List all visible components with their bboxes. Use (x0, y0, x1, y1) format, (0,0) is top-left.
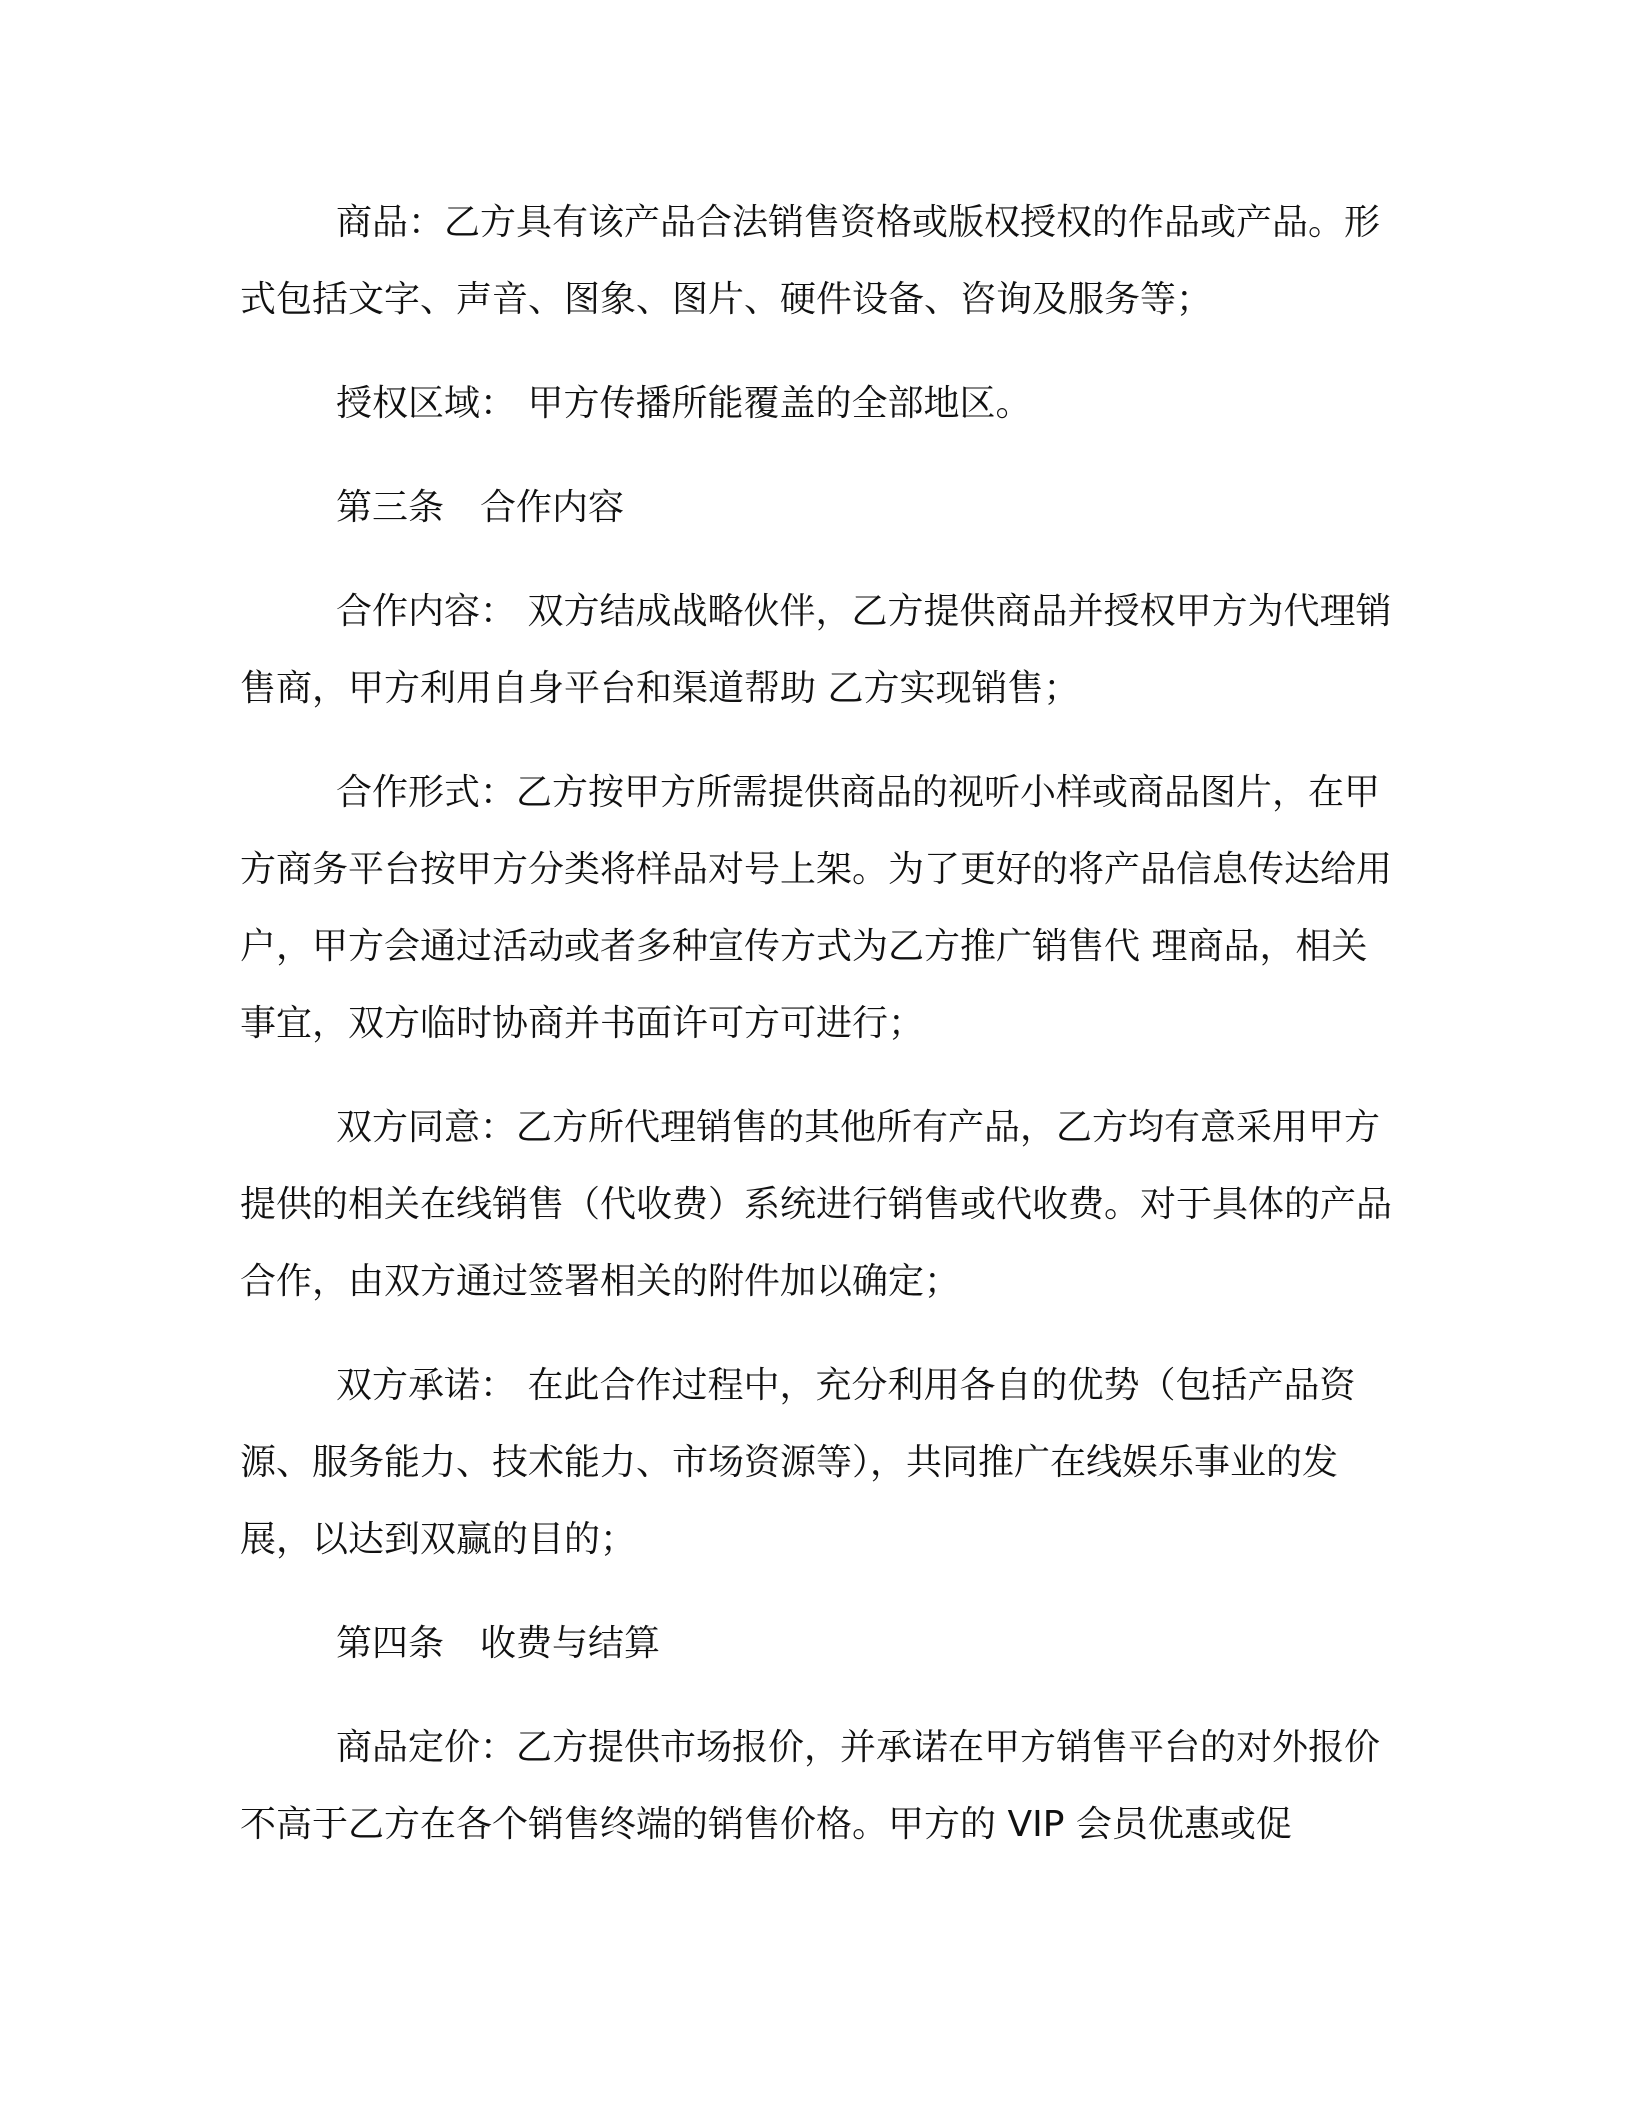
article-three-heading: 第三条 合作内容 (336, 487, 625, 528)
paragraph-cooperation-content: 合作内容： 双方结成战略伙伴，乙方提供商品并授权甲方为代理销售商，甲方利用自身平台和渠道帮助 乙方实现销售； (240, 591, 1392, 709)
document-body (240, 184, 1400, 1890)
paragraph-mutual-commitment: 双方承诺： 在此合作过程中，充分利用各自的优势（包括产品资源、服务能力、技术能力、市场资源等），共同推广在线娱乐事业的发展，以达到双赢的目的； (240, 1365, 1356, 1560)
paragraph-goods-definition: 商品：乙方具有该产品合法销售资格或版权授权的作品或产品。形式包括文字、声音、图象、图片、硬件设备、咨询及服务等； (240, 202, 1381, 320)
paragraph-mutual-agreement: 双方同意：乙方所代理销售的其他所有产品，乙方均有意采用甲方提供的相关在线销售（代收费）系统进行销售或代收费。对于具体的产品合作，由双方通过签署相关的附件加以确定； (240, 1107, 1393, 1302)
paragraph-authorized-region: 授权区域： 甲方传播所能覆盖的全部地区。 (336, 383, 1032, 424)
article-four-heading: 第四条 收费与结算 (336, 1623, 661, 1664)
paragraph-goods-pricing: 商品定价：乙方提供市场报价，并承诺在甲方销售平台的对外报价不高于乙方在各个销售终端的销售价格。甲方的 VIP 会员优惠或促 (240, 1727, 1381, 1845)
paragraph-cooperation-form: 合作形式：乙方按甲方所需提供商品的视听小样或商品图片，在甲方商务平台按甲方分类将样品对号上架。为了更好的将产品信息传达给用户，甲方会通过活动或者多种宣传方式为乙方推广销售代 理商品，相关事宜，双方临时协商并书面许可方可进行； (240, 772, 1393, 1044)
